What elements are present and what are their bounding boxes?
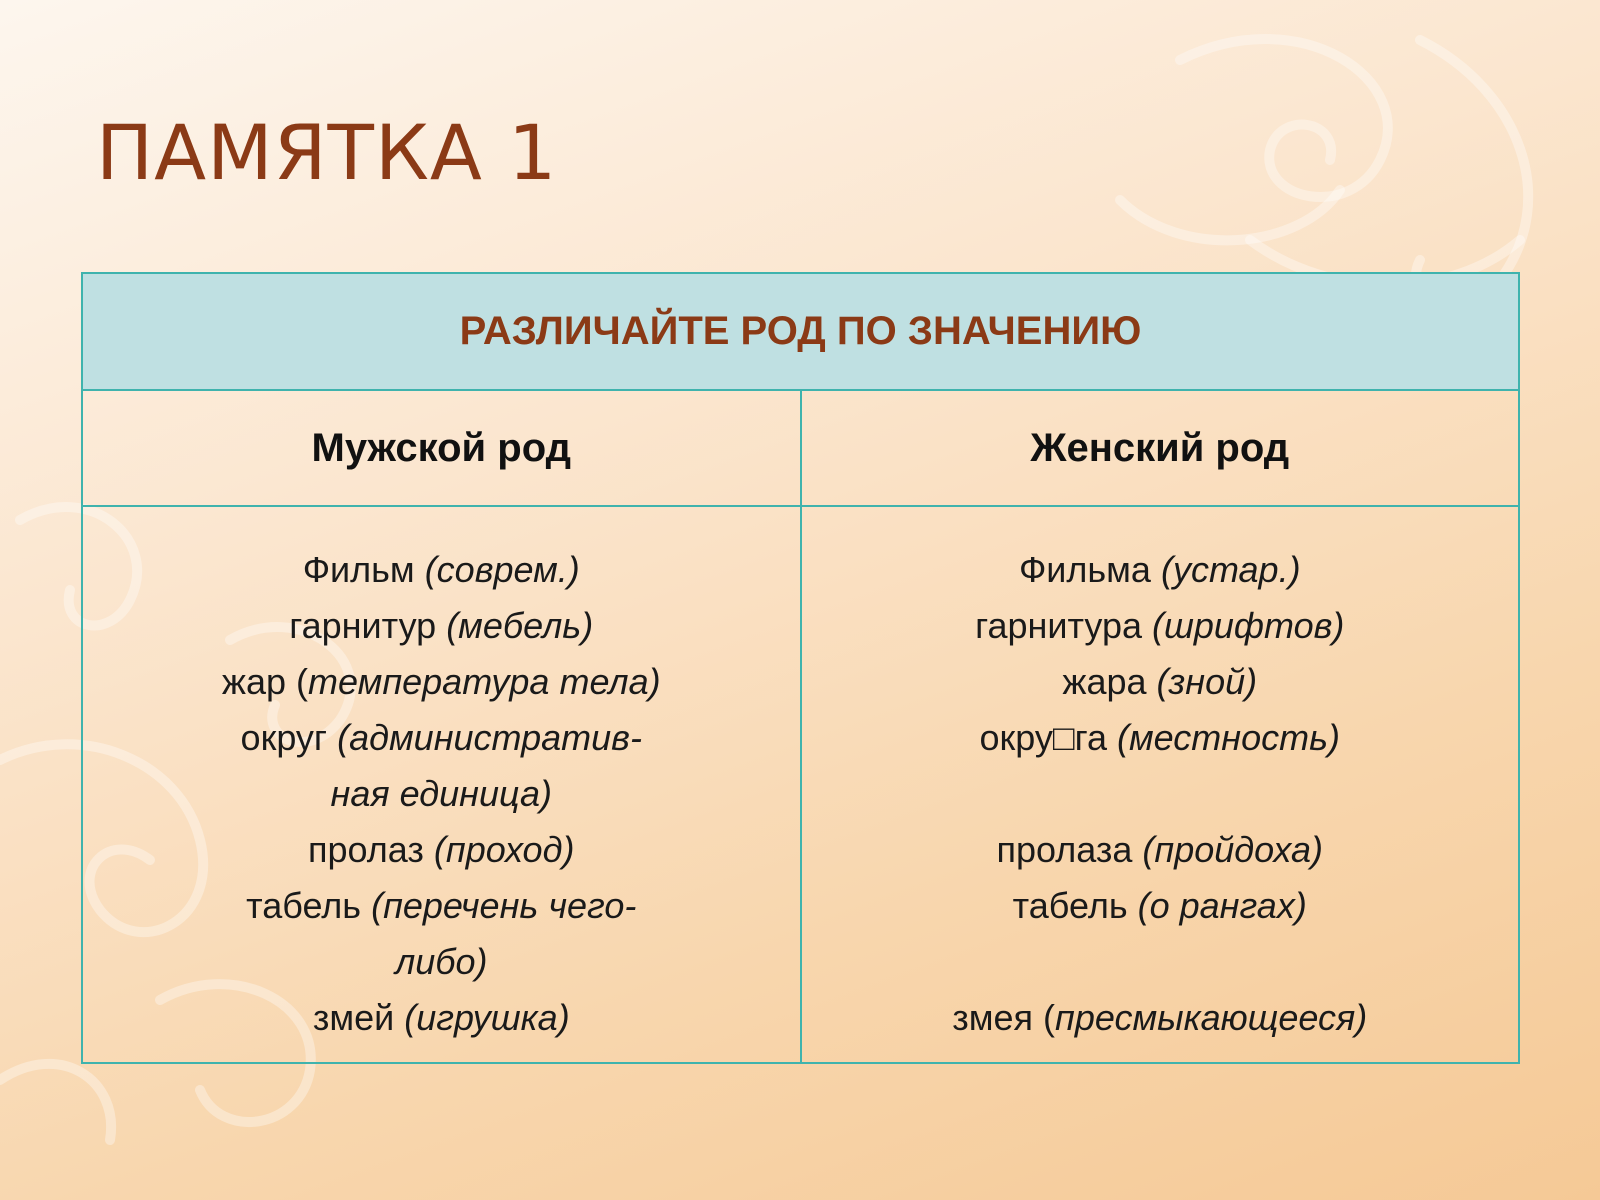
feminine-word: змея (	[952, 997, 1056, 1038]
feminine-gloss: (зной)	[1156, 661, 1258, 702]
feminine-gloss: (о рангах)	[1137, 885, 1307, 926]
feminine-word: Фильма	[1018, 549, 1161, 590]
slide-title: ПАМЯТКА 1	[96, 108, 558, 197]
feminine-gloss: (местность)	[1116, 717, 1340, 758]
masculine-gloss: (административ-	[337, 717, 642, 758]
masculine-word: табель	[246, 885, 372, 926]
masculine-gloss: (соврем.)	[424, 549, 580, 590]
masculine-word: пролаз	[308, 829, 434, 870]
masculine-gloss: (мебель)	[446, 605, 594, 646]
feminine-entry	[802, 654, 1519, 710]
masculine-gloss: либо)	[394, 941, 488, 982]
feminine-gloss: (шрифтов)	[1152, 605, 1345, 646]
masculine-entry	[83, 710, 800, 766]
masculine-gloss: (перечень чего-	[371, 885, 637, 926]
masculine-gloss: температура тела)	[308, 661, 661, 702]
masculine-entry	[83, 878, 800, 934]
feminine-entry	[802, 822, 1519, 878]
feminine-entry	[802, 766, 1519, 822]
masculine-gloss: (проход)	[433, 829, 575, 870]
masculine-entry	[83, 542, 800, 598]
memo-table	[81, 272, 1520, 1064]
feminine-gloss: (пройдоха)	[1142, 829, 1323, 870]
masculine-entry	[83, 990, 800, 1046]
column-head-feminine: Женский род	[801, 390, 1520, 506]
masculine-entry	[83, 822, 800, 878]
feminine-word: гарнитура	[975, 605, 1153, 646]
feminine-entry	[802, 710, 1519, 766]
feminine-gloss: пресмыкающееся)	[1055, 997, 1368, 1038]
masculine-word: Фильм	[302, 549, 425, 590]
feminine-entry	[802, 990, 1519, 1046]
masculine-word: змей	[312, 997, 405, 1038]
feminine-word: жара	[1062, 661, 1157, 702]
feminine-entry	[802, 878, 1519, 934]
feminine-entry	[802, 934, 1519, 990]
masculine-gloss: (игрушка)	[404, 997, 570, 1038]
masculine-word: округ	[240, 717, 338, 758]
feminine-words-cell	[801, 506, 1520, 1063]
feminine-gloss: (устар.)	[1160, 549, 1301, 590]
masculine-gloss: ная единица)	[330, 773, 552, 814]
masculine-words-cell	[82, 506, 801, 1063]
feminine-word: пролаза	[996, 829, 1143, 870]
table-header: РАЗЛИЧАЙТЕ РОД ПО ЗНАЧЕНИЮ	[82, 273, 1519, 390]
feminine-entry	[802, 598, 1519, 654]
masculine-entry	[83, 766, 800, 822]
masculine-entry	[83, 934, 800, 990]
feminine-word: табель	[1012, 885, 1138, 926]
masculine-entry	[83, 598, 800, 654]
masculine-word: гарнитур	[289, 605, 447, 646]
feminine-word: окру□га	[979, 717, 1117, 758]
masculine-word: жар (	[221, 661, 309, 702]
column-head-masculine: Мужской род	[82, 390, 801, 506]
feminine-entry	[802, 542, 1519, 598]
masculine-entry	[83, 654, 800, 710]
